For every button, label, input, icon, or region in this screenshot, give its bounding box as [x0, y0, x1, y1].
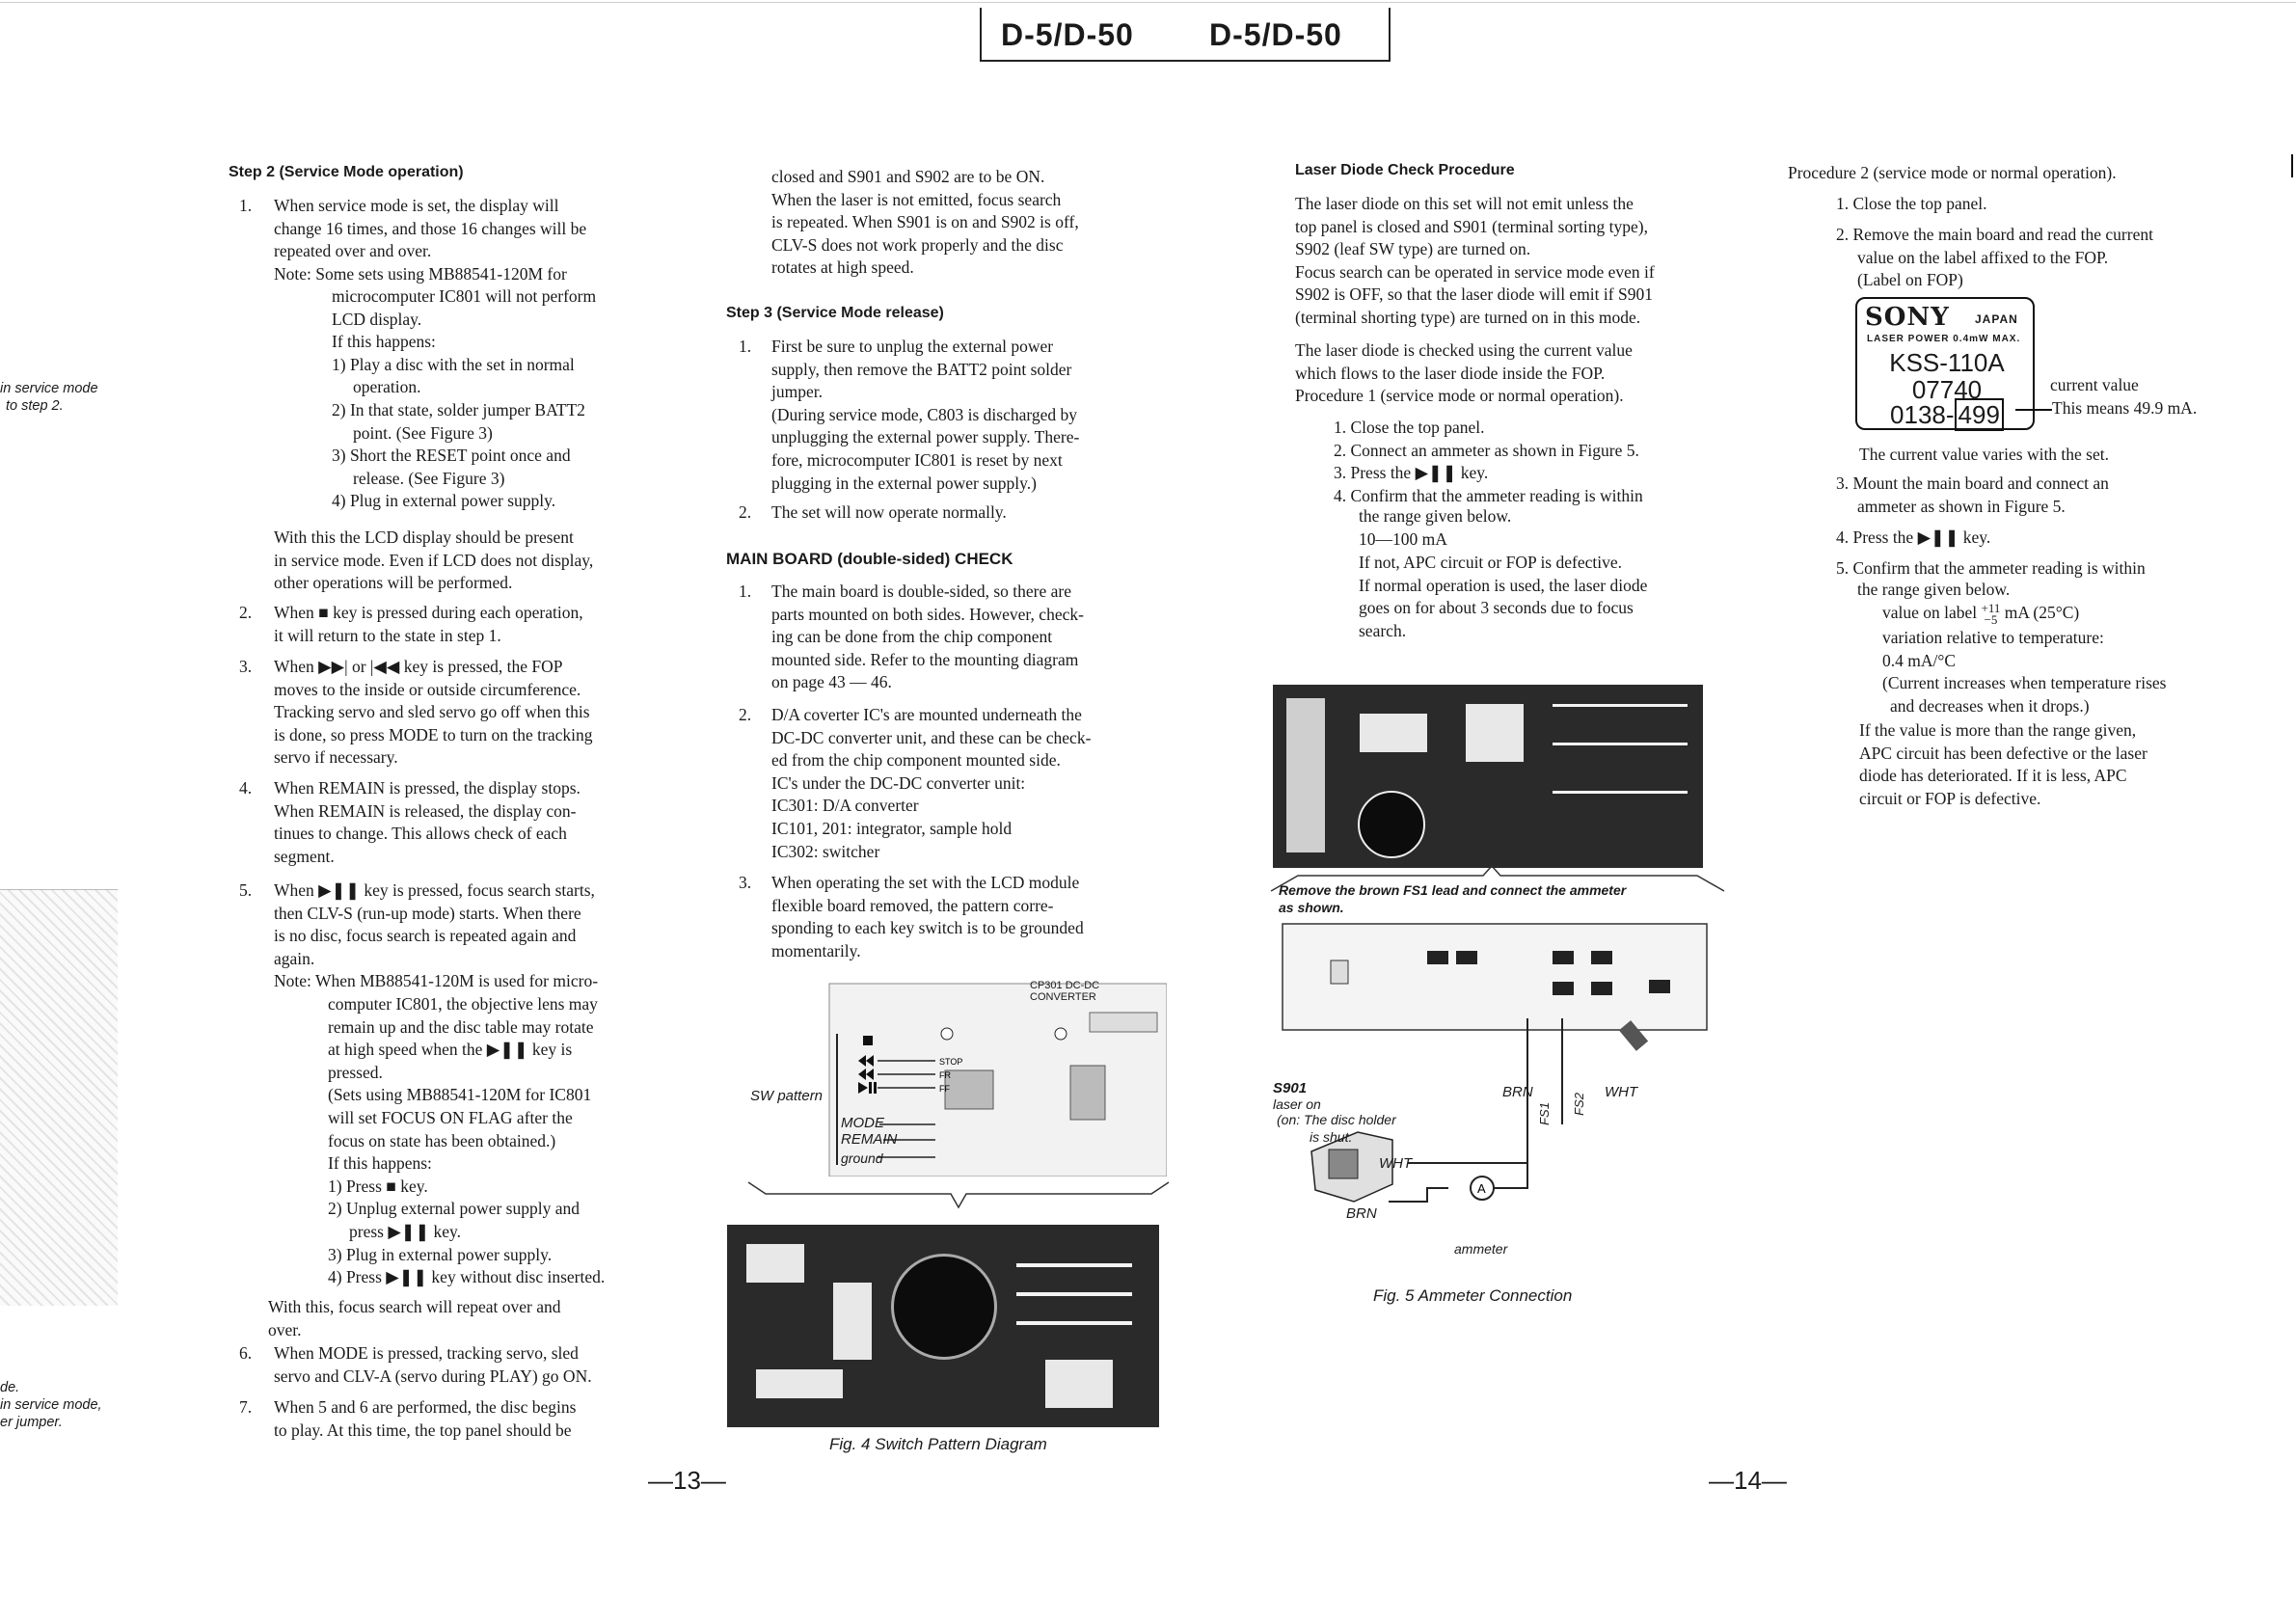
svg-text:FF: FF [939, 1084, 950, 1094]
fig4-remain: REMAIN [841, 1131, 898, 1148]
label-current-box: 499 [1955, 398, 2004, 431]
col2-top-text: closed and S901 and S902 are to be ON. When the laser is not emitted, focus search is repeated. When S901 is on and S902 is off, CLV-S does not work properly and the disc rotates at high speed. [771, 167, 1079, 278]
fig4-cp301: CP301 DC-DC CONVERTER [1030, 980, 1100, 1003]
label-japan: JAPAN [1975, 312, 2018, 326]
fig5-remove-note: Remove the brown FS1 lead and connect the ammeter as shown. [1279, 882, 1627, 915]
right-edge-mark [2291, 154, 2293, 177]
fig5-caption: Fig. 5 Ammeter Connection [1373, 1286, 1573, 1305]
tolerance-line: value on label +11 −5 mA (25°C) [1882, 600, 2080, 627]
label-laser-power: LASER POWER 0.4mW MAX. [1867, 334, 2021, 344]
laser-check-heading: Laser Diode Check Procedure [1295, 162, 1515, 178]
procedure2-step5: 5. Confirm that the ammeter reading is within the range given below. [1836, 558, 2146, 599]
laser-procedure1-intro: The laser diode is checked using the current value which flows to the laser diode inside the FOP. Procedure 1 (service mode or normal operation). [1295, 340, 1633, 406]
procedure2-step1: 1. Close the top panel. [1836, 194, 1987, 213]
step2-heading: Step 2 (Service Mode operation) [229, 164, 464, 180]
margin-note: to step 2. [6, 398, 64, 414]
fig5-fs1: FS1 [1536, 1102, 1552, 1125]
step3-heading: Step 3 (Service Mode release) [726, 305, 944, 321]
page-number-14: —14— [1709, 1466, 1787, 1495]
svg-text:FR: FR [939, 1070, 951, 1080]
procedure2-heading: Procedure 2 (service mode or normal operation). [1788, 163, 2117, 182]
procedure2-step4: 4. Press the ▶❚❚ key. [1836, 527, 1991, 547]
fig5-ammeter-label: ammeter [1454, 1241, 1508, 1257]
fig4-caption: Fig. 4 Switch Pattern Diagram [829, 1435, 1047, 1453]
final-note: If the value is more than the range given, APC circuit has been defective or the laser diode has deteriorated. If it is less, APC circuit or FOP is defective. [1859, 720, 2147, 808]
svg-text:STOP: STOP [939, 1057, 963, 1067]
fig5-laser-on: laser on [1273, 1096, 1321, 1112]
margin-note: in service mode, [0, 1397, 102, 1413]
current-value-leader [2015, 409, 2052, 411]
fop-label [1855, 297, 2035, 430]
laser-intro: The laser diode on this set will not emit unless the top panel is closed and S901 (terminal sorting type), S902 (leaf SW type) are turned on. Focus search can be operated in service mode even if S902 is OFF, so that the laser diode will emit if S901 (terminal shorting type) are turned on in this mode. [1295, 194, 1655, 327]
fig5-fs2: FS2 [1571, 1093, 1586, 1116]
model-title-left: D-5/D-50 [1001, 17, 1134, 52]
fig5-on-note: (on: The disc holder is shut. [1277, 1112, 1396, 1145]
label-code2: 0138- 499 [1857, 401, 2037, 428]
procedure2-step3: 3. Mount the main board and connect an ammeter as shown in Figure 5. [1836, 473, 2109, 516]
current-varies-note: The current value varies with the set. [1859, 445, 2109, 464]
main-board-heading: MAIN BOARD (double-sided) CHECK [726, 550, 1013, 568]
fig5-board-photo [1273, 685, 1703, 868]
fig4-ground: ground [841, 1150, 883, 1166]
label-code1: 07740 [1911, 375, 1983, 404]
fig4-svg [743, 974, 1167, 1177]
fig5-wht-bottom: WHT [1379, 1155, 1413, 1172]
page-number-13: —13— [648, 1466, 726, 1495]
label-model: KSS-110A [1889, 348, 2005, 377]
procedure1-steps: 1. Close the top panel. 2. Connect an ammeter as shown in Figure 5. 3. Press the ▶❚❚ key. 4. Confirm that the ammeter reading is within the range given below. 10—100 mA If not, APC circuit or FOP is defective. If normal operation is used, the laser diode goes on for about 3 seconds due to focus search. [1334, 418, 1648, 640]
svg-text:A: A [1477, 1181, 1486, 1196]
fig5-brn-top: BRN [1502, 1084, 1533, 1100]
margin-note: er jumper. [0, 1415, 63, 1430]
fig4-bracket [746, 1180, 1171, 1209]
fig4-diagram [743, 974, 1167, 1177]
fig5-wht-top: WHT [1605, 1084, 1638, 1100]
fig5-svg [1273, 922, 1716, 1211]
fig5-brn-bottom: BRN [1346, 1205, 1377, 1222]
fig5-schematic [1273, 922, 1716, 1222]
fig4-mode: MODE [841, 1115, 884, 1131]
temperature-variation: variation relative to temperature: 0.4 mA/°C (Current increases when temperature rises and decreases when it drops.) [1882, 628, 2167, 716]
sony-logo: SONY [1865, 303, 1950, 332]
margin-note: de. [0, 1380, 20, 1395]
model-title-right: D-5/D-50 [1209, 17, 1342, 52]
procedure2-step2: 2. Remove the main board and read the current value on the label affixed to the FOP. (Label on FOP) [1836, 225, 2153, 290]
margin-board-image [0, 889, 118, 1306]
current-value-means: This means 49.9 mA. [2052, 398, 2198, 418]
top-rule [0, 2, 2296, 3]
current-value-label: current value [2050, 375, 2139, 394]
fig4-board-photo [727, 1225, 1159, 1427]
fig5-s901: S901 [1273, 1080, 1308, 1096]
fig4-sw-pattern: SW pattern [750, 1088, 824, 1104]
margin-note: in service mode [0, 381, 98, 396]
